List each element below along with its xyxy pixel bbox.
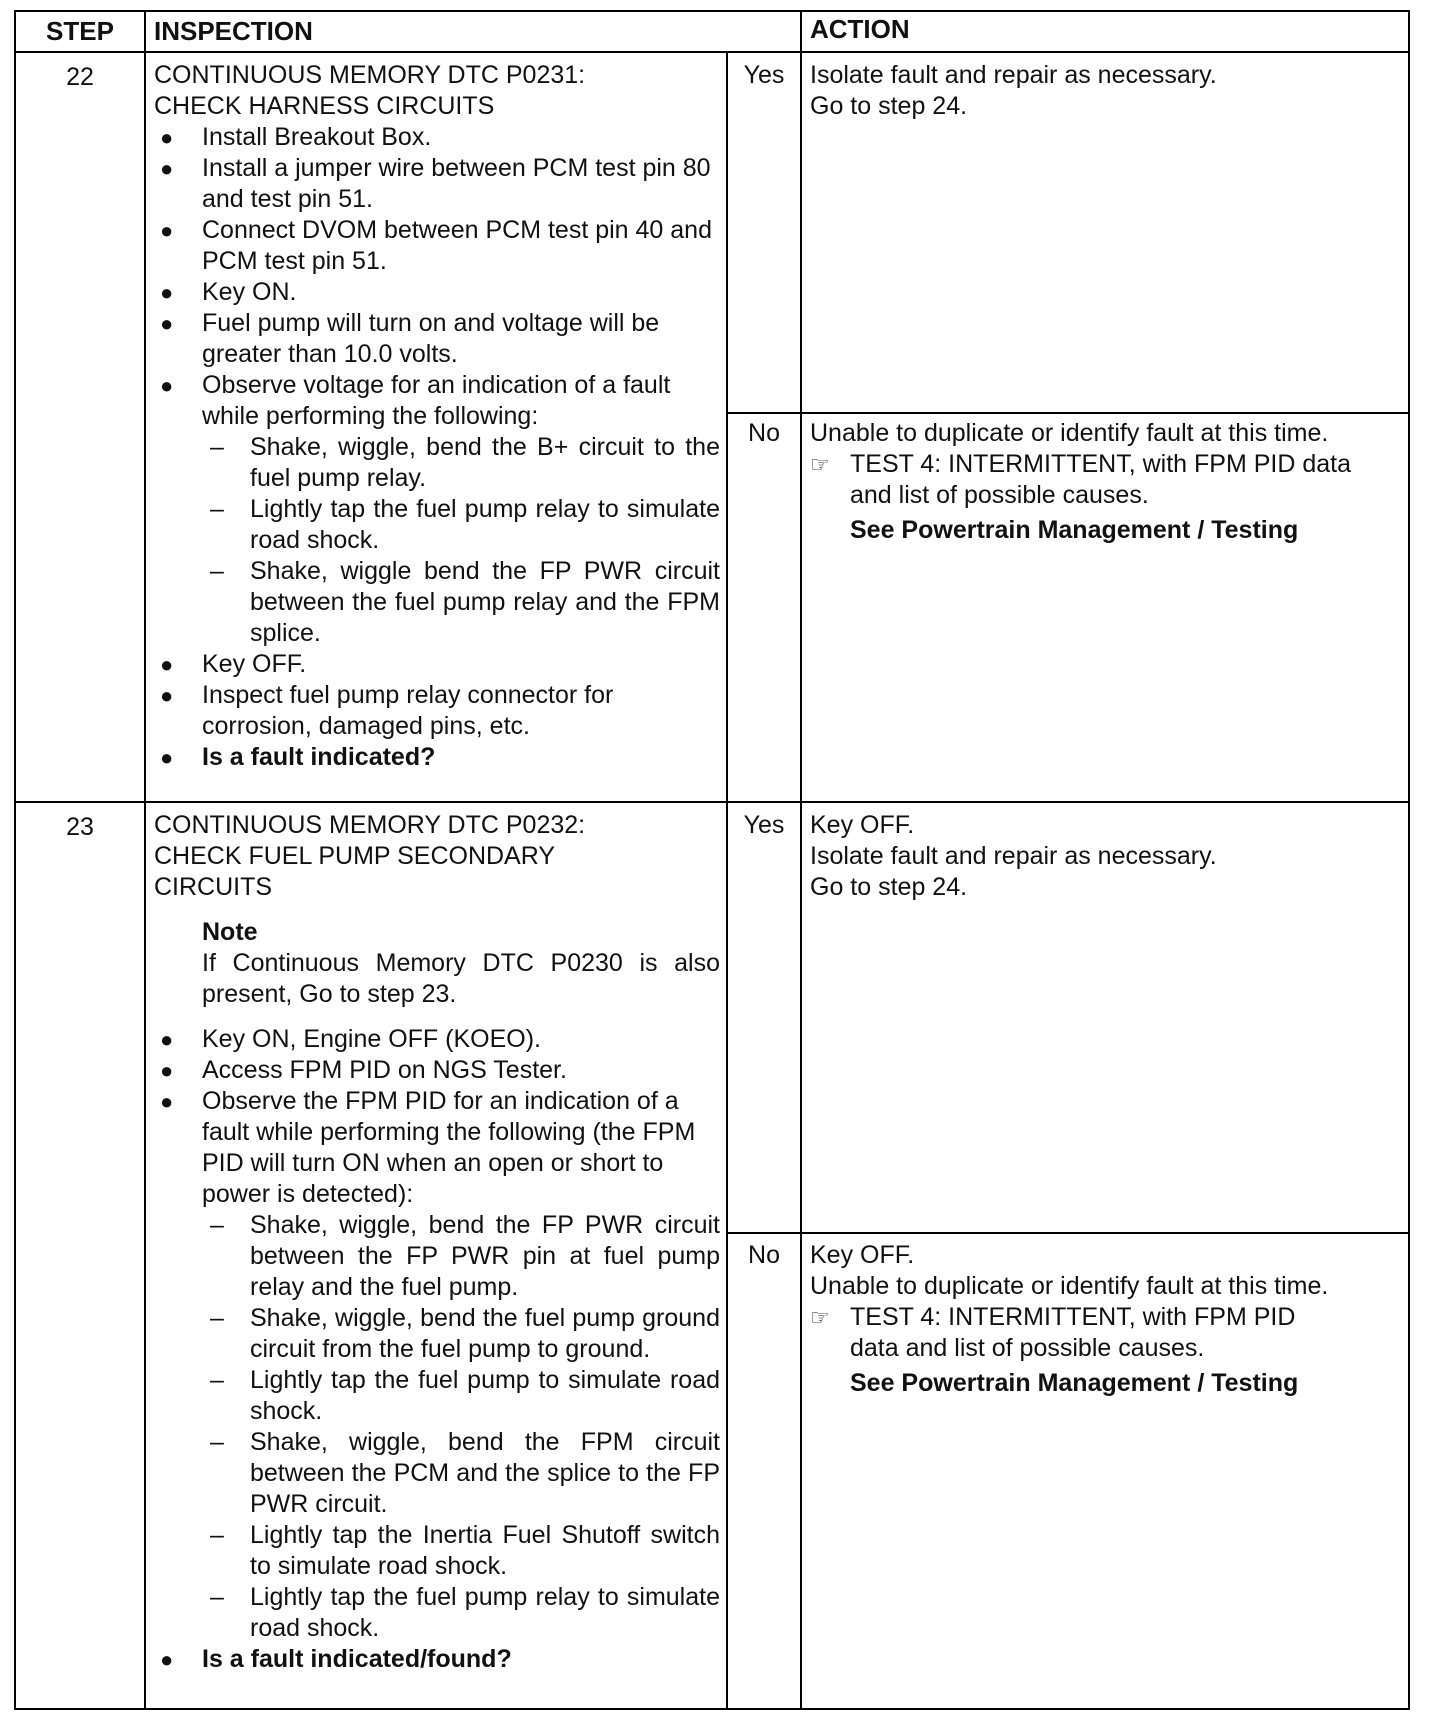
- list-item: ● Install a jumper wire between PCM test pin 80 and test pin 51.: [160, 154, 711, 213]
- note-title: Note: [202, 918, 258, 946]
- action-line: Go to step 24.: [810, 92, 968, 120]
- question-text: Is a fault indicated?: [202, 743, 436, 771]
- yes-action-23: [810, 810, 1400, 903]
- sub-item: – Lightly tap the Inertia Fuel Shutoff switch to simulate road shock.: [210, 1521, 720, 1580]
- action-line: Key OFF.: [810, 811, 915, 839]
- dash-icon: –: [210, 557, 224, 585]
- no-label: No: [748, 1241, 780, 1269]
- bullet-icon: ●: [160, 683, 174, 708]
- step-number: 23: [66, 813, 94, 841]
- bullet-icon: ●: [160, 125, 174, 150]
- step-number: 22: [66, 63, 94, 91]
- step-title: CONTINUOUS MEMORY DTC P0232:: [154, 811, 586, 839]
- header-inspection: INSPECTION: [154, 16, 313, 46]
- row-22-yes-no-rule: [726, 412, 1408, 414]
- inspection-table: [14, 10, 1410, 1710]
- list-item: ● Key OFF.: [160, 650, 307, 678]
- action-line: data and list of possible causes.: [850, 1334, 1205, 1362]
- bullet-list: [154, 1024, 720, 1675]
- list-item: [154, 1644, 720, 1675]
- list-item: ● Connect DVOM between PCM test pin 40 and PCM test pin 51.: [160, 216, 712, 275]
- sub-item: – Lightly tap the fuel pump to simulate road shock.: [210, 1366, 720, 1425]
- action-line: and list of possible causes.: [850, 481, 1149, 509]
- sub-item: – Shake, wiggle bend the FP PWR circuit between the fuel pump relay and the FPM splice.: [210, 557, 720, 647]
- header-action: ACTION: [810, 14, 910, 44]
- inspection-cell-23: [154, 810, 720, 1675]
- list-item: ● Observe voltage for an indication of a fault while performing the following: – Shake, wiggle, bend the B+ circuit to the fuel pump relay. – Lightly tap the fuel pump relay to simulate road shock. – Shake, wiggle bend the FP PWR circuit between the fuel pump relay and the FPM splice.: [160, 371, 720, 647]
- action-line: Go to step 24.: [810, 873, 968, 901]
- sub-item: – Shake, wiggle, bend the B+ circuit to the fuel pump relay.: [210, 433, 720, 492]
- bullet-icon: ●: [160, 1089, 174, 1114]
- action-line: Isolate fault and repair as necessary.: [810, 842, 1217, 870]
- no-action-22: [810, 418, 1404, 546]
- dash-icon: –: [210, 1428, 224, 1456]
- bullet-icon: ●: [160, 1647, 174, 1672]
- test-reference: ☞ TEST 4: INTERMITTENT, with FPM PID: [810, 1303, 1296, 1331]
- yes-no-column-rule: [726, 52, 728, 1708]
- dash-icon: –: [210, 1521, 224, 1549]
- test-reference: ☞ TEST 4: INTERMITTENT, with FPM PID data: [810, 450, 1352, 478]
- note-text: If Continuous Memory DTC P0230 is also present, Go to step 23.: [202, 949, 720, 1008]
- bullet-icon: ●: [160, 1058, 174, 1083]
- see-reference: See Powertrain Management / Testing: [850, 516, 1299, 544]
- bullet-icon: ●: [160, 1027, 174, 1052]
- step-title: CIRCUITS: [154, 873, 273, 901]
- yes-action-22: [810, 60, 1400, 122]
- bullet-icon: ●: [160, 652, 174, 677]
- action-line: Key OFF.: [810, 1241, 915, 1269]
- see-reference: See Powertrain Management / Testing: [850, 1369, 1299, 1397]
- bullet-list: [154, 122, 720, 773]
- header-step: STEP: [46, 16, 114, 46]
- dash-icon: –: [210, 1583, 224, 1611]
- list-item: ● Key ON.: [160, 278, 297, 306]
- sub-item: – Lightly tap the fuel pump relay to simulate road shock.: [210, 495, 720, 554]
- dash-icon: –: [210, 1211, 224, 1239]
- step-title: CHECK FUEL PUMP SECONDARY: [154, 842, 556, 870]
- bullet-icon: ●: [160, 311, 174, 336]
- sub-item: – Shake, wiggle, bend the FPM circuit between the PCM and the splice to the FP PWR circuit.: [210, 1428, 720, 1518]
- row-23-yes-no-rule: [726, 1232, 1408, 1234]
- pointing-hand-icon: ☞: [810, 1305, 830, 1330]
- dash-icon: –: [210, 433, 224, 461]
- step-column-rule: [144, 12, 146, 1708]
- sub-item: – Lightly tap the fuel pump relay to simulate road shock.: [210, 1583, 720, 1642]
- list-item: ● Access FPM PID on NGS Tester.: [160, 1056, 567, 1084]
- bullet-icon: ●: [160, 156, 174, 181]
- sub-item: – Shake, wiggle, bend the FP PWR circuit between the FP PWR pin at fuel pump relay and the fuel pump.: [210, 1211, 720, 1301]
- row-22-bottom-rule: [16, 801, 1408, 803]
- action-column-rule: [800, 12, 802, 1708]
- dash-icon: –: [210, 495, 224, 523]
- yes-label: Yes: [743, 811, 785, 839]
- question-text: Is a fault indicated/found?: [202, 1645, 512, 1673]
- list-item: ● Install Breakout Box.: [160, 123, 432, 151]
- action-line: Unable to duplicate or identify fault at this time.: [810, 1272, 1329, 1300]
- note-block: [154, 917, 720, 1010]
- sub-list: [202, 1210, 720, 1644]
- action-line: Isolate fault and repair as necessary.: [810, 61, 1217, 89]
- list-item: ● Key ON, Engine OFF (KOEO).: [160, 1025, 541, 1053]
- no-action-23: [810, 1240, 1404, 1399]
- dash-icon: –: [210, 1366, 224, 1394]
- pointing-hand-icon: ☞: [810, 452, 830, 477]
- action-line: Unable to duplicate or identify fault at this time.: [810, 419, 1329, 447]
- inspection-cell-22: [154, 60, 720, 773]
- sub-item: – Shake, wiggle, bend the fuel pump ground circuit from the fuel pump to ground.: [210, 1304, 720, 1363]
- sub-list: [202, 432, 720, 649]
- bullet-icon: ●: [160, 280, 174, 305]
- no-label: No: [748, 419, 780, 447]
- dash-icon: –: [210, 1304, 224, 1332]
- bullet-icon: ●: [160, 218, 174, 243]
- bullet-icon: ●: [160, 745, 174, 770]
- yes-label: Yes: [743, 61, 785, 89]
- step-title: CHECK HARNESS CIRCUITS: [154, 92, 495, 120]
- step-title: CONTINUOUS MEMORY DTC P0231:: [154, 61, 586, 89]
- list-item: [154, 742, 720, 773]
- bullet-icon: ●: [160, 373, 174, 398]
- header-rule: [16, 51, 1408, 53]
- list-item: ● Inspect fuel pump relay connector for corrosion, damaged pins, etc.: [160, 681, 614, 740]
- list-item: ● Observe the FPM PID for an indication of a fault while performing the following (the FPM PID will turn ON when an open or short to power is detected): – Shake, wiggle, bend the FP PWR circuit between the FP PWR pin at fuel pump relay and the fuel pump. – Shake, wiggle, bend the fuel pump ground circuit from the fuel pump to ground. – Lightly tap the fuel pump to simulate road shock. – Shake, wiggle, bend the FPM circuit between the PCM and the splice to the FP PWR circuit. – Lightly tap the Inertia Fuel Shutoff switch to simulate road shock. – Lightly tap the fuel pump relay to simulate road shock.: [160, 1087, 720, 1642]
- list-item: ● Fuel pump will turn on and voltage will be greater than 10.0 volts.: [160, 309, 660, 368]
